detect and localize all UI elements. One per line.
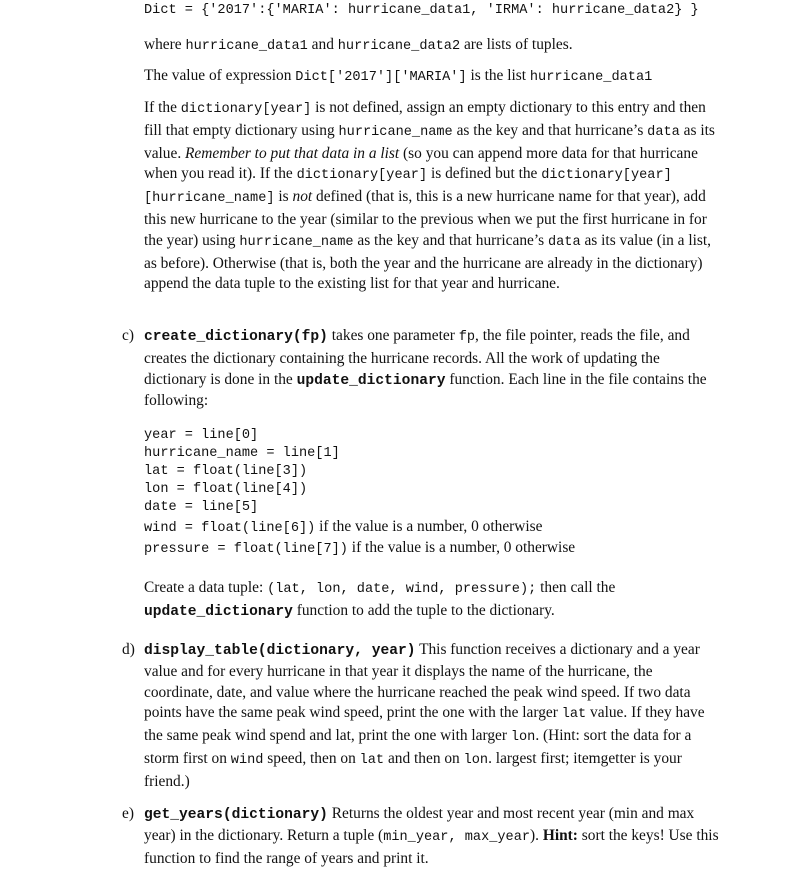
text: is [274, 188, 293, 206]
inline-code: dictionary[year] [180, 102, 312, 117]
text: as the key and that hurricane’s [353, 231, 548, 249]
text: ). [530, 826, 543, 844]
display-table-paragraph [144, 640, 722, 793]
inline-code: lat [359, 752, 385, 768]
inline-code: min_year, max_year [383, 829, 531, 845]
text: (so you can append more data for that hurricane when you read it). If the [144, 144, 698, 183]
function-name: update_dictionary [144, 603, 293, 620]
code-line-5 [144, 518, 543, 539]
code-text: wind = float(line[6]) [144, 521, 316, 536]
text: and then on [384, 749, 464, 767]
italic-text: not [292, 188, 313, 206]
text: is not defined, assign an empty dictionary to this entry and then fill that empty dictionary using [144, 99, 706, 139]
code-line-3 [144, 481, 307, 500]
text: . (Hint: sort the data for a storm first on [144, 727, 692, 767]
code-note: if the value is a number, 0 otherwise [347, 539, 576, 556]
inline-code: lon [463, 752, 489, 768]
update-dictionary-paragraph [144, 98, 722, 295]
value-text-2: is the list [466, 67, 530, 84]
inline-code: dictionary[year] [296, 168, 428, 184]
inline-code: (lat, lon, date, wind, pressure); [267, 582, 537, 597]
code-text: date = line[5] [144, 500, 259, 515]
code-text: year = line[0] [144, 428, 259, 443]
text: as its value (in a list, as before). Otherwise (that is, both the year and the hurricane are already in the dictionary) append the data tuple to the existing list for that year and hurricane. [144, 231, 711, 293]
item-label-e: e) [122, 805, 134, 822]
where-text: where [144, 36, 186, 53]
bold-hint: Hint: [542, 826, 578, 844]
code-line-2 [144, 463, 307, 482]
text: function. Each line in the file contains the following: [144, 370, 707, 410]
inline-code: fp [458, 330, 476, 345]
function-name: update_dictionary [296, 372, 446, 389]
code-text: lon = float(line[4]) [144, 482, 308, 497]
code-text: hurricane_name = line[1] [144, 446, 340, 461]
create-dictionary-paragraph [144, 326, 722, 412]
text: . largest first; itemgetter is your friend.) [144, 749, 682, 790]
text: Create a data tuple: [144, 579, 268, 596]
code-note: if the value is a number, 0 otherwise [315, 518, 543, 535]
text: takes one parameter [327, 327, 459, 344]
text: defined (that is, this is a new hurricane name for that year), add this new hurricane to the year (similar to the previous when we put the first hurricane in for the year) using [144, 188, 707, 249]
value-code-1: Dict['2017']['MARIA'] [295, 70, 467, 85]
inline-code: lat [561, 707, 587, 723]
text: function to add the tuple to the dictionary. [292, 601, 555, 619]
inline-code: data [647, 124, 680, 140]
where-text-3: are lists of tuples. [460, 36, 573, 53]
text: speed, then on [263, 749, 360, 767]
code-line-1 [144, 445, 340, 464]
where-code-1: hurricane_data1 [185, 39, 308, 54]
function-name: get_years(dictionary) [144, 807, 328, 823]
text: , the file pointer, reads the file, and creates the dictionary containing the hurricane records. All the work of updating the dictionary is done in the [144, 327, 690, 388]
inline-code: dictionary[year][hurricane_name] [144, 168, 672, 207]
code-text: lat = float(line[3]) [144, 464, 308, 479]
text: as the key and that hurricane’s [452, 121, 648, 139]
inline-code: data [547, 234, 581, 250]
inline-code: hurricane_name [239, 234, 354, 250]
where-code-2: hurricane_data2 [337, 39, 461, 54]
code-line-4 [144, 499, 258, 518]
text: This function receives a dictionary and a year value and for every hurricane in that year it displays the name of the hurricane, the coordinate, date, and value where the hurricane reached the peak wind speed. If two data points have the same peak wind speed, print the one with the larger [144, 641, 700, 722]
italic-text: Remember to put that data in a list [185, 144, 400, 162]
text: value. If they have the same peak wind spend and lat, print the one with larger [144, 704, 705, 745]
value-sentence [144, 66, 652, 88]
item-label-c: c) [122, 327, 134, 344]
where-text-2: and [307, 36, 338, 53]
value-text: The value of expression [144, 67, 296, 84]
code-text: pressure = float(line[7]) [144, 542, 348, 557]
text: is defined but the [427, 165, 542, 183]
text: sort the keys! Use this function to find the range of years and print it. [144, 826, 719, 867]
inline-code: lon [510, 730, 536, 746]
function-name: display_table(dictionary, year) [144, 643, 416, 659]
value-code-2: hurricane_data1 [529, 70, 653, 85]
where-sentence [144, 35, 573, 57]
code-line-0 [144, 427, 258, 446]
dict-example-line: Dict = {'2017':{'MARIA': hurricane_data1, 'IRMA': hurricane_data2} } [144, 3, 699, 18]
text: If the [144, 99, 181, 116]
text: then call the [536, 579, 616, 596]
get-years-paragraph [144, 804, 722, 869]
function-name: create_dictionary(fp) [144, 329, 328, 345]
item-label-d: d) [122, 641, 135, 658]
code-line-6 [144, 539, 575, 560]
inline-code: wind [230, 752, 264, 768]
text: as its value. [144, 121, 715, 162]
text: Returns the oldest year and most recent year (min and max year) in the dictionary. Return a tuple ( [144, 805, 695, 844]
inline-code: hurricane_name [338, 124, 453, 140]
create-tuple-paragraph [144, 578, 722, 623]
